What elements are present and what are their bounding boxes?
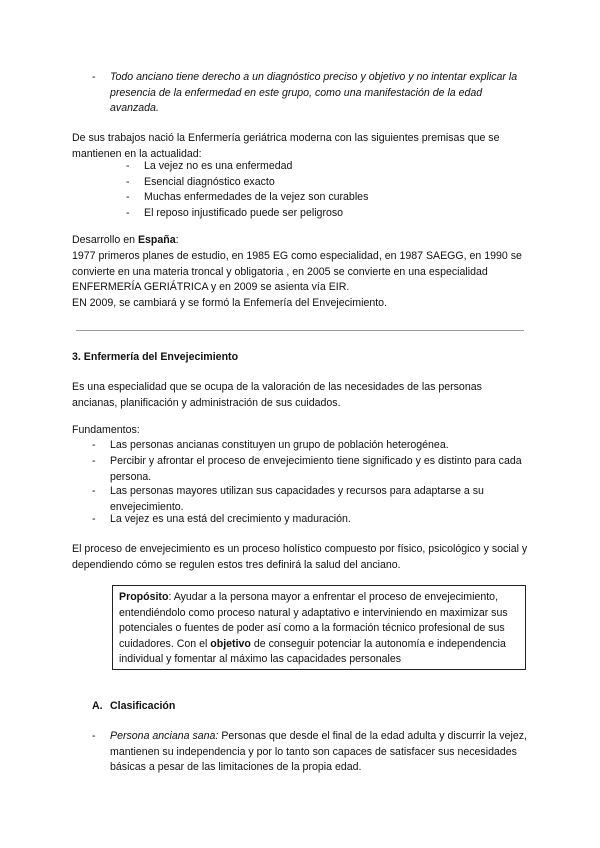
bullet-dash: - [92, 439, 96, 451]
bullet-dash: - [92, 71, 96, 83]
classification-term: Persona anciana sana: [110, 730, 219, 742]
bullet-dash: - [92, 513, 96, 525]
fundamento-item: Las personas mayores utilizan sus capacidades y recursos para adaptarse a su envejecimiento. [110, 485, 484, 513]
bullet-dash: - [92, 455, 96, 467]
fundamento-item: La vejez es una está del crecimiento y maduración. [110, 513, 351, 525]
modern-paragraph: De sus trabajos nació la Enfermería geriátrica moderna con las siguientes premisas que se mantienen en la actualidad: [72, 132, 500, 160]
classification-item: Persona anciana sana: Personas que desde el final de la edad adulta y discurrir la vejez, mantienen su independencia y por lo tanto son capaces de satisfacer sus necesidades básicas a pesar de las limitaciones de la propia edad. [110, 730, 527, 773]
premise-item: - Esencial diagnóstico exacto [126, 175, 275, 188]
spain-last: EN 2009, se cambiará y se formó la Enfemería del Envejecimiento. [72, 297, 388, 309]
subsection-title: Clasificación [110, 700, 176, 712]
premise-item: - El reposo injustificado puede ser peligroso [126, 206, 344, 219]
fundamentos-label: Fundamentos: [72, 424, 140, 436]
objective-label: objetivo [210, 637, 251, 650]
premise-item: - Muchas enfermedades de la vejez son curables [126, 191, 369, 203]
bullet-dash: - [92, 730, 96, 742]
fundamento-item: Las personas ancianas constituyen un grupo de población heterogénea. [110, 439, 449, 451]
premises-list [126, 159, 526, 221]
premise-item: - La vejez no es una enfermedad [126, 160, 293, 172]
section-definition: Es una especialidad que se ocupa de la valoración de las necesidades de las personas ancianas, planificación y administración de sus cuidados. [72, 381, 482, 409]
horizontal-divider [76, 330, 524, 331]
spain-heading: Desarrollo en España: [72, 234, 179, 246]
spain-history: 1977 primeros planes de estudio, en 1985 EG como especialidad, en 1987 SAEGG, en 1990 se convierte en una materia troncal y obligatoria , en 2005 se convierte en una especialidad ENFERMERÍA GERIÁTRICA y en 2009 se asienta vía EIR. [72, 250, 522, 293]
purpose-box: Propósito: Ayudar a la persona mayor a enfrentar el proceso de envejecimiento, entendiéndolo como proceso natural y adaptativo e interviniendo en maximizar sus potenciales o fuentes de poder así como a la formación técnico profesional de sus cuidadores. Con el objetivo de conseguir potenciar la autonomía e independencia individual y fomentar al máximo las capacidades personales [112, 585, 526, 670]
section-title: 3. Enfermería del Envejecimiento [72, 351, 239, 363]
holistic-paragraph: El proceso de envejecimiento es un proceso holístico compuesto por físico, psicológico y social y dependiendo cómo se regulen estos tres definirá la salud del anciano. [72, 543, 528, 571]
bullet-dash: - [92, 485, 96, 497]
intro-bullet-text: Todo anciano tiene derecho a un diagnóstico preciso y objetivo y no intentar explicar la presencia de la enfermedad en este grupo, como una manifestación de la edad avanzada. [110, 71, 518, 114]
fundamento-item: Percibir y afrontar el proceso de envejecimiento tiene significado y es distinto para cada persona. [110, 455, 522, 483]
subsection-letter: A. [92, 700, 103, 712]
purpose-label: Propósito [119, 591, 169, 603]
